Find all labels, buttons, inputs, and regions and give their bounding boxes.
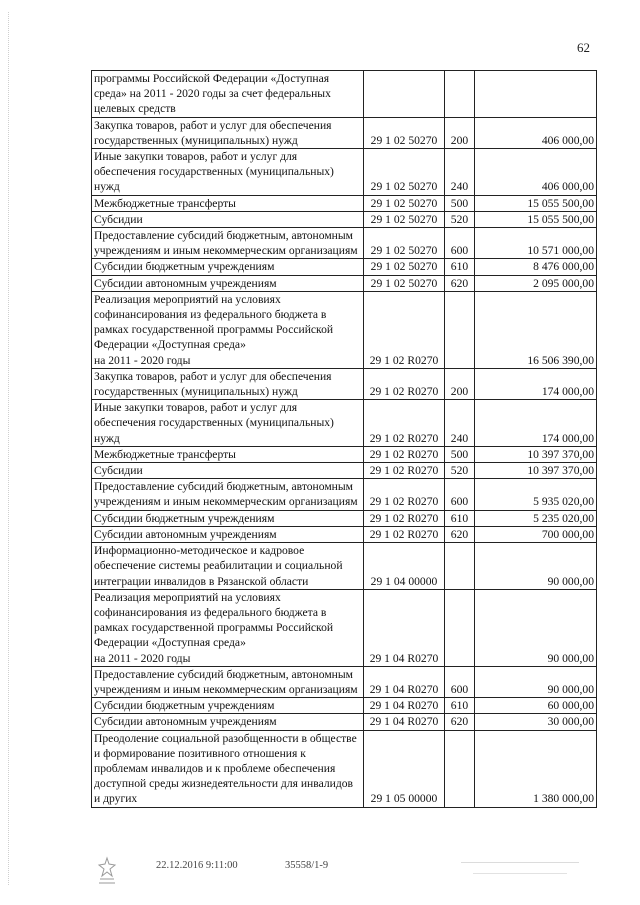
row-amount-cell: 406 000,00 bbox=[475, 149, 597, 196]
row-code-cell: 29 1 05 00000 bbox=[364, 730, 445, 807]
row-amount-cell: 1 380 000,00 bbox=[475, 730, 597, 807]
table-row bbox=[92, 526, 597, 542]
row-name-cell: Субсидии bbox=[92, 463, 364, 479]
row-code-cell: 29 1 02 50270 bbox=[364, 117, 445, 148]
row-amount-cell: 90 000,00 bbox=[475, 589, 597, 666]
row-amount-cell: 8 476 000,00 bbox=[475, 259, 597, 275]
row-code-cell: 29 1 02 50270 bbox=[364, 211, 445, 227]
row-amount-cell: 10 397 370,00 bbox=[475, 463, 597, 479]
budget-table bbox=[91, 70, 597, 808]
row-amount-cell: 2 095 000,00 bbox=[475, 275, 597, 291]
table-row bbox=[92, 730, 597, 807]
row-name-cell: Информационно-методическое и кадровое обеспечение системы реабилитации и социальной интеграции инвалидов в Рязанской области bbox=[92, 543, 364, 590]
row-code-cell: 29 1 02 R0270 bbox=[364, 400, 445, 447]
row-name-cell: Субсидии бюджетным учреждениям bbox=[92, 510, 364, 526]
row-expense-type-cell: 610 bbox=[445, 259, 475, 275]
row-code-cell: 29 1 02 50270 bbox=[364, 149, 445, 196]
row-amount-cell: 90 000,00 bbox=[475, 666, 597, 697]
row-amount-cell: 5 235 020,00 bbox=[475, 510, 597, 526]
row-name-cell: Субсидии бюджетным учреждениям bbox=[92, 698, 364, 714]
row-amount-cell: 60 000,00 bbox=[475, 698, 597, 714]
row-name-cell: Субсидии автономным учреждениям bbox=[92, 714, 364, 730]
row-code-cell: 29 1 04 R0270 bbox=[364, 666, 445, 697]
row-expense-type-cell bbox=[445, 730, 475, 807]
table-row bbox=[92, 149, 597, 196]
row-name-cell: Субсидии bbox=[92, 211, 364, 227]
row-expense-type-cell: 610 bbox=[445, 698, 475, 714]
table-row bbox=[92, 543, 597, 590]
row-code-cell: 29 1 02 R0270 bbox=[364, 463, 445, 479]
row-expense-type-cell: 240 bbox=[445, 400, 475, 447]
row-amount-cell bbox=[475, 71, 597, 118]
row-amount-cell: 15 055 500,00 bbox=[475, 195, 597, 211]
table-row bbox=[92, 698, 597, 714]
row-expense-type-cell: 200 bbox=[445, 117, 475, 148]
table-row bbox=[92, 400, 597, 447]
stamp-icon bbox=[96, 856, 118, 886]
row-expense-type-cell: 600 bbox=[445, 666, 475, 697]
row-expense-type-cell: 240 bbox=[445, 149, 475, 196]
table-row bbox=[92, 291, 597, 368]
scan-edge-line bbox=[8, 12, 9, 885]
row-code-cell: 29 1 02 R0270 bbox=[364, 291, 445, 368]
table-row bbox=[92, 463, 597, 479]
row-expense-type-cell: 520 bbox=[445, 211, 475, 227]
row-expense-type-cell: 620 bbox=[445, 275, 475, 291]
footer-doc-code: 35558/1-9 bbox=[285, 860, 329, 871]
row-amount-cell: 406 000,00 bbox=[475, 117, 597, 148]
table-row bbox=[92, 666, 597, 697]
row-name-cell: программы Российской Федерации «Доступная среда» на 2011 - 2020 годы за счет федеральных целевых средств bbox=[92, 71, 364, 118]
row-code-cell: 29 1 02 R0270 bbox=[364, 446, 445, 462]
row-expense-type-cell bbox=[445, 543, 475, 590]
row-expense-type-cell: 620 bbox=[445, 714, 475, 730]
row-expense-type-cell bbox=[445, 71, 475, 118]
row-name-cell: Закупка товаров, работ и услуг для обеспечения государственных (муниципальных) нужд bbox=[92, 117, 364, 148]
row-name-cell: Предоставление субсидий бюджетным, автономным учреждениям и иным некоммерческим организациям bbox=[92, 479, 364, 510]
row-name-cell: Предоставление субсидий бюджетным, автономным учреждениям и иным некоммерческим организациям bbox=[92, 228, 364, 259]
row-amount-cell: 30 000,00 bbox=[475, 714, 597, 730]
row-expense-type-cell bbox=[445, 589, 475, 666]
row-name-cell: Межбюджетные трансферты bbox=[92, 446, 364, 462]
table-row bbox=[92, 275, 597, 291]
row-code-cell: 29 1 02 R0270 bbox=[364, 526, 445, 542]
row-name-cell: Преодоление социальной разобщенности в обществе и формирование позитивного отношения к проблемам инвалидов и к проблеме обеспечения доступной среды жизнедеятельности для инвалидов и других bbox=[92, 730, 364, 807]
row-expense-type-cell: 520 bbox=[445, 463, 475, 479]
page-number: 62 bbox=[577, 40, 590, 55]
row-name-cell: Реализация мероприятий на условиях софинансирования из федерального бюджета в рамках государственной программы Российской Федерации «Доступная среда» на 2011 - 2020 годы bbox=[92, 291, 364, 368]
row-amount-cell: 174 000,00 bbox=[475, 368, 597, 399]
row-amount-cell: 15 055 500,00 bbox=[475, 211, 597, 227]
row-expense-type-cell: 600 bbox=[445, 228, 475, 259]
footer-date: 22.12.2016 9:11:00 bbox=[156, 860, 238, 871]
row-expense-type-cell: 610 bbox=[445, 510, 475, 526]
row-amount-cell: 174 000,00 bbox=[475, 400, 597, 447]
row-expense-type-cell: 620 bbox=[445, 526, 475, 542]
faded-watermark bbox=[455, 856, 585, 874]
row-expense-type-cell: 200 bbox=[445, 368, 475, 399]
row-name-cell: Иные закупки товаров, работ и услуг для обеспечения государственных (муниципальных) нужд bbox=[92, 400, 364, 447]
table-row bbox=[92, 259, 597, 275]
row-amount-cell: 16 506 390,00 bbox=[475, 291, 597, 368]
table-row bbox=[92, 71, 597, 118]
table-row bbox=[92, 211, 597, 227]
table-row bbox=[92, 714, 597, 730]
table-row bbox=[92, 117, 597, 148]
row-expense-type-cell: 600 bbox=[445, 479, 475, 510]
row-expense-type-cell bbox=[445, 291, 475, 368]
row-code-cell: 29 1 04 R0270 bbox=[364, 714, 445, 730]
row-amount-cell: 5 935 020,00 bbox=[475, 479, 597, 510]
row-code-cell: 29 1 04 R0270 bbox=[364, 698, 445, 714]
row-name-cell: Межбюджетные трансферты bbox=[92, 195, 364, 211]
row-code-cell: 29 1 02 R0270 bbox=[364, 368, 445, 399]
table-row bbox=[92, 446, 597, 462]
row-name-cell: Субсидии автономным учреждениям bbox=[92, 275, 364, 291]
table-row bbox=[92, 510, 597, 526]
row-name-cell: Субсидии бюджетным учреждениям bbox=[92, 259, 364, 275]
row-expense-type-cell: 500 bbox=[445, 446, 475, 462]
table-row bbox=[92, 228, 597, 259]
table-row bbox=[92, 479, 597, 510]
row-code-cell: 29 1 02 R0270 bbox=[364, 510, 445, 526]
row-code-cell: 29 1 04 00000 bbox=[364, 543, 445, 590]
row-code-cell: 29 1 02 50270 bbox=[364, 228, 445, 259]
table-row bbox=[92, 589, 597, 666]
row-expense-type-cell: 500 bbox=[445, 195, 475, 211]
row-code-cell: 29 1 02 50270 bbox=[364, 195, 445, 211]
row-code-cell: 29 1 02 50270 bbox=[364, 275, 445, 291]
row-code-cell: 29 1 02 50270 bbox=[364, 259, 445, 275]
row-name-cell: Закупка товаров, работ и услуг для обеспечения государственных (муниципальных) нужд bbox=[92, 368, 364, 399]
row-amount-cell: 10 571 000,00 bbox=[475, 228, 597, 259]
row-amount-cell: 10 397 370,00 bbox=[475, 446, 597, 462]
row-name-cell: Субсидии автономным учреждениям bbox=[92, 526, 364, 542]
table-row bbox=[92, 368, 597, 399]
row-code-cell: 29 1 02 R0270 bbox=[364, 479, 445, 510]
row-name-cell: Реализация мероприятий на условиях софинансирования из федерального бюджета в рамках государственной программы Российской Федерации «Доступная среда» на 2011 - 2020 годы bbox=[92, 589, 364, 666]
table-row bbox=[92, 195, 597, 211]
budget-table-body bbox=[92, 71, 597, 808]
row-name-cell: Предоставление субсидий бюджетным, автономным учреждениям и иным некоммерческим организациям bbox=[92, 666, 364, 697]
row-code-cell: 29 1 04 R0270 bbox=[364, 589, 445, 666]
row-amount-cell: 90 000,00 bbox=[475, 543, 597, 590]
row-code-cell bbox=[364, 71, 445, 118]
row-name-cell: Иные закупки товаров, работ и услуг для обеспечения государственных (муниципальных) нужд bbox=[92, 149, 364, 196]
row-amount-cell: 700 000,00 bbox=[475, 526, 597, 542]
